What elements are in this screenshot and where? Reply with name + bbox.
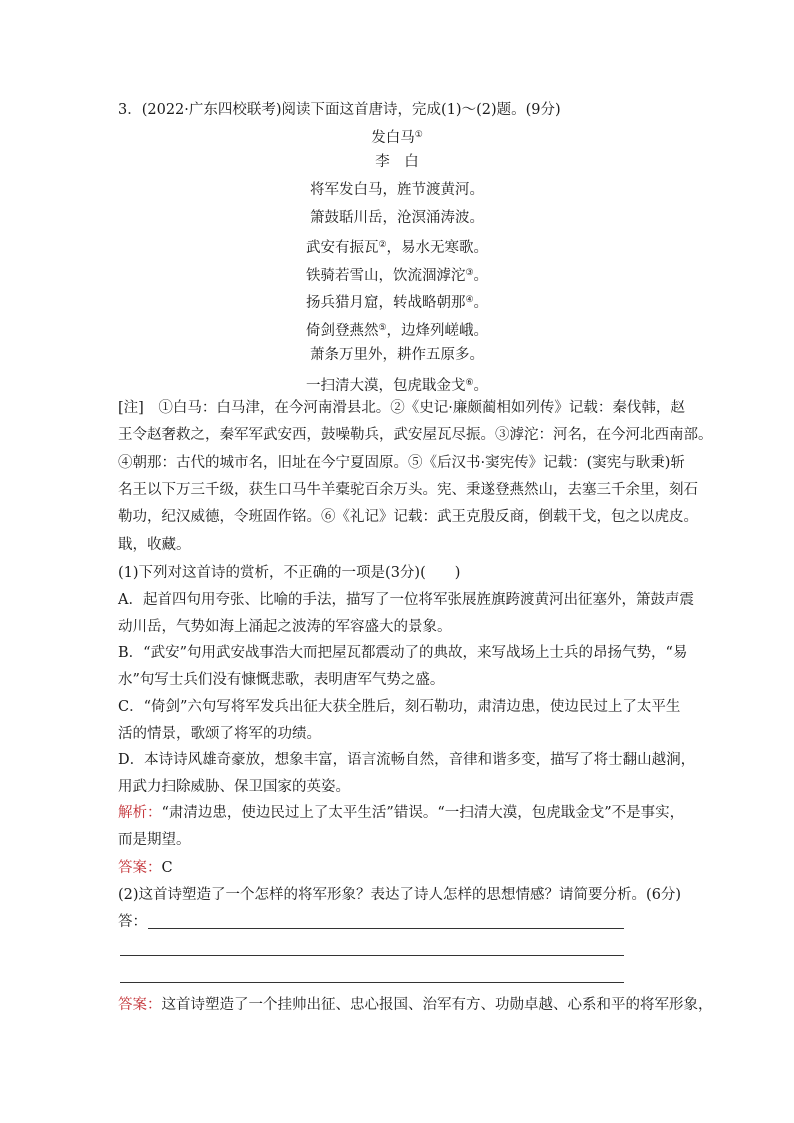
poem-line-text: ，边烽列嵯峨。 — [386, 322, 489, 339]
analysis-line-2: 而是期望。 — [118, 832, 191, 848]
sub1-stem: (1)下列对这首诗的赏析，不正确的一项是(3分)( ) — [118, 565, 461, 581]
answer-text: 这首诗塑造了一个挂帅出征、忠心报国、治军有方、功勋卓越、心系和平的将军形象， — [161, 997, 713, 1013]
poem-line-text: 萧条万里外，耕作五原多。 — [310, 347, 484, 363]
poem-line-text: 。 — [473, 377, 489, 394]
poem-line-text: 箫鼓聒川岳，沧溟涌涛波。 — [310, 209, 484, 226]
option-line: 动川岳，气势如海上涌起之波涛的军容盛大的景象。 — [118, 618, 452, 635]
poem-line-text: 铁骑若雪山，饮流涸滹沱 — [305, 267, 466, 284]
footnote-mark: ① — [414, 130, 423, 140]
poem-line — [0, 290, 794, 313]
note-line: 王令赵奢救之，秦军军武安西，鼓噪勒兵，武安屋瓦尽振。③滹沱：河名，在今河北西南部。 — [118, 427, 713, 444]
poem-line — [0, 318, 794, 341]
option-line: 用武力扫除威胁、保卫国家的英姿。 — [118, 778, 350, 795]
poem-line-text: 倚剑登燕然 — [305, 322, 379, 339]
answer-line-2[interactable] — [120, 955, 624, 956]
poem-line — [0, 180, 794, 200]
poem-line — [0, 345, 794, 365]
question-header: 3．(2022·广东四校联考)阅读下面这首唐诗，完成(1)～(2)题。(9分) — [118, 102, 561, 118]
poem-title-text: 发白马 — [371, 130, 415, 146]
footnote-mark: ⑥ — [465, 377, 474, 388]
sub2-stem: (2)这首诗塑造了一个怎样的将军形象？表达了诗人怎样的思想情感？请简要分析。(6分) — [118, 887, 682, 903]
option-line: C．“倚剑”六句写将军发兵出征大获全胜后，刻石勒功，肃清边患，使边民过上了太平生 — [118, 698, 681, 715]
option-line: A．起首四句用夸张、比喻的手法，描写了一位将军张展旌旗跨渡黄河出征塞外，箫鼓声震 — [118, 592, 694, 608]
poem-line-text: 一扫清大漠，包虎戢金戈 — [305, 377, 466, 394]
poem-author: 李 白 — [375, 154, 419, 170]
answer-label: 答案： — [118, 997, 162, 1013]
answer-line-1[interactable] — [148, 928, 624, 929]
response-label: 答： — [118, 914, 147, 930]
poem-line — [0, 263, 794, 286]
analysis-label: 解析： — [118, 805, 162, 821]
option-line: B．“武安”句用武安战事浩大而把屋瓦都震动了的典故，来写战场上士兵的昂扬气势，“易 — [118, 645, 688, 662]
note-line: 勒功，纪汉威德，令班固作铭。⑥《礼记》记载：武王克殷反商，倒载干戈，包之以虎皮。 — [118, 509, 698, 526]
answer-label: 答案： — [118, 860, 162, 876]
poem-line-text: 将军发白马，旌节渡黄河。 — [310, 182, 484, 198]
analysis-text: “肃清边患，使边民过上了太平生活”错误。“一扫清大漠，包虎戢金戈”不是事实， — [161, 805, 685, 821]
footnote-mark: ② — [378, 240, 387, 250]
answer-value: C — [161, 860, 173, 876]
poem-line-text: 武安有振瓦 — [305, 240, 379, 256]
sub2-answer — [118, 995, 713, 1015]
footnote-mark: ⑤ — [378, 322, 387, 333]
poem-line — [0, 235, 794, 258]
poem-line-text: 扬兵猎月窟，转战略朝那 — [305, 295, 466, 311]
option-line: D．本诗诗风雄奇豪放，想象丰富，语言流畅自然，音律和谐多变，描写了将士翻山越涧， — [118, 752, 696, 769]
poem-line-text: 。 — [473, 267, 489, 284]
option-line: 水”句写士兵们没有慷慨悲歌，表明唐军气势之盛。 — [118, 672, 445, 689]
note-line: 名王以下万三千级，获生口马牛羊橐驼百余万头。宪、秉遂登燕然山，去塞三千余里，刻石 — [118, 481, 698, 498]
poem-line — [0, 208, 794, 228]
poem-line-text: 。 — [473, 295, 489, 311]
option-line: 活的情景，歌颂了将军的功绩。 — [118, 725, 321, 742]
analysis-line-1 — [118, 803, 698, 823]
sub1-answer — [118, 858, 698, 878]
note-line: ④朝那：古代的城市名，旧址在今宁夏固原。⑤《后汉书·窦宪传》记载：(窦宪与耿秉)斩 — [118, 454, 685, 471]
poem-line-text: ，易水无寒歌。 — [386, 240, 489, 256]
footnote-mark: ③ — [465, 267, 474, 278]
poem-title — [0, 125, 794, 148]
poem-line — [0, 373, 794, 396]
note-line: 戢，收藏。 — [118, 536, 191, 553]
footnote-mark: ④ — [465, 295, 474, 305]
answer-line-3[interactable] — [120, 982, 624, 983]
note-line: [注] ①白马：白马津，在今河南滑县北。②《史记·廉颇蔺相如列传》记载：秦伐韩，赵 — [118, 400, 685, 416]
